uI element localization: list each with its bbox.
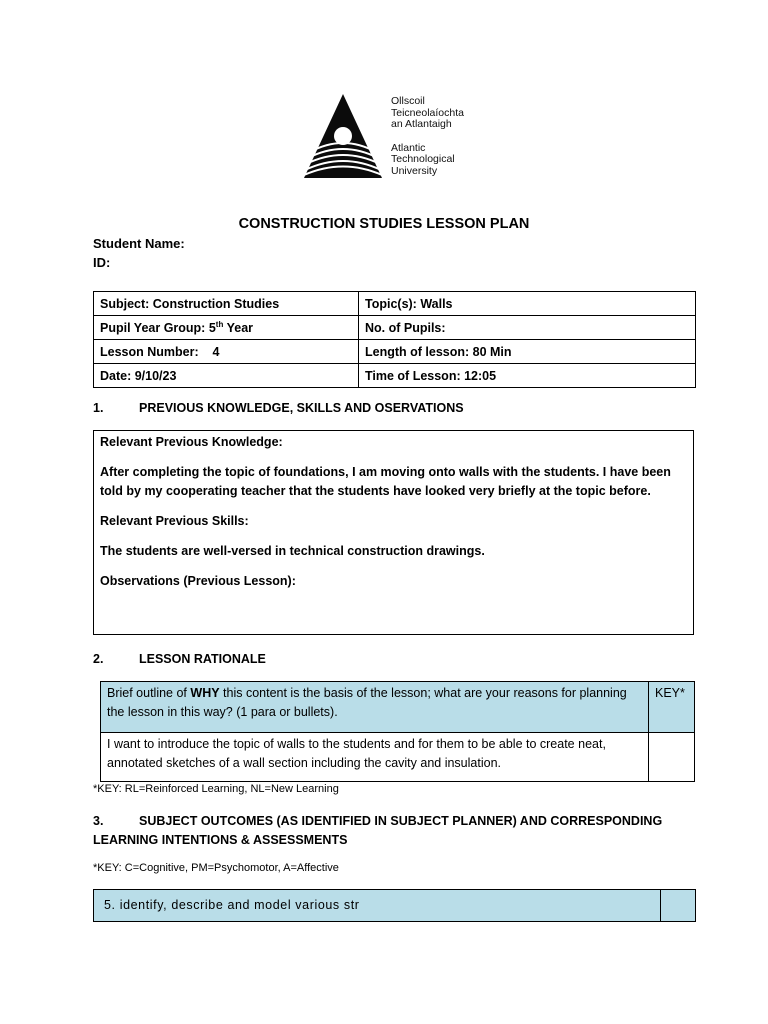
section-2-heading: 2. LESSON RATIONALE [93,652,266,666]
lesson-info-table [93,291,696,388]
year-group-cell: Pupil Year Group: 5th Year [94,316,359,340]
subject-outcome-text: 5. identify, describe and model various str [94,890,661,921]
rationale-key-cell [649,733,695,782]
logo-line: an Atlantaigh [391,118,452,130]
rationale-prompt: Brief outline of WHY this content is the basis of the lesson; what are your reasons for planning the lesson in this way? (1 para or bullets). [101,682,649,733]
knowledge-label: Relevant Previous Knowledge: [100,435,283,449]
logo-wordmark [391,96,464,177]
subject-outcome-row [93,889,696,922]
rationale-answer: I want to introduce the topic of walls to the students and for them to be able to create neat, annotated sketches of a wall section including the cavity and insulation. [101,733,649,782]
date-cell: Date: 9/10/23 [94,364,359,388]
rationale-key-note: *KEY: RL=Reinforced Learning, NL=New Learning [93,783,339,795]
knowledge-text: After completing the topic of foundations, I am moving onto walls with the students. I have been told by my cooperating teacher that the students have looked very briefly at the topic before. [100,465,671,498]
previous-knowledge-box [93,430,694,635]
topics-cell: Topic(s): Walls [359,292,696,316]
lesson-number-cell: Lesson Number: 4 [94,340,359,364]
logo-line: Teicneolaíochta [391,106,464,119]
student-name-label: Student Name: [93,236,185,251]
student-id-label: ID: [93,255,111,270]
observations-label: Observations (Previous Lesson): [100,574,296,588]
rationale-table [100,681,695,782]
atu-logo-icon [302,92,384,180]
logo-line: Atlantic [391,141,426,154]
logo-line: Ollscoil [391,95,425,107]
section-3-heading: 3. SUBJECT OUTCOMES (AS IDENTIFIED IN SUBJECT PLANNER) AND CORRESPONDING LEARNING INTENTIONS & ASSESSMENTS [93,814,663,847]
skills-text: The students are well-versed in technical construction drawings. [100,544,485,558]
university-logo [302,92,470,182]
logo-line: Technological [391,153,455,165]
pupils-cell: No. of Pupils: [359,316,696,340]
page-title: CONSTRUCTION STUDIES LESSON PLAN [238,216,530,232]
section-1-heading: 1. PREVIOUS KNOWLEDGE, SKILLS AND OSERVATIONS [93,401,464,415]
outcomes-key-note: *KEY: C=Cognitive, PM=Psychomotor, A=Affective [93,862,339,874]
logo-line: University [391,164,438,177]
time-cell: Time of Lesson: 12:05 [359,364,696,388]
length-cell: Length of lesson: 80 Min [359,340,696,364]
subject-cell: Subject: Construction Studies [94,292,359,316]
skills-label: Relevant Previous Skills: [100,514,249,528]
key-header: KEY* [649,682,695,733]
